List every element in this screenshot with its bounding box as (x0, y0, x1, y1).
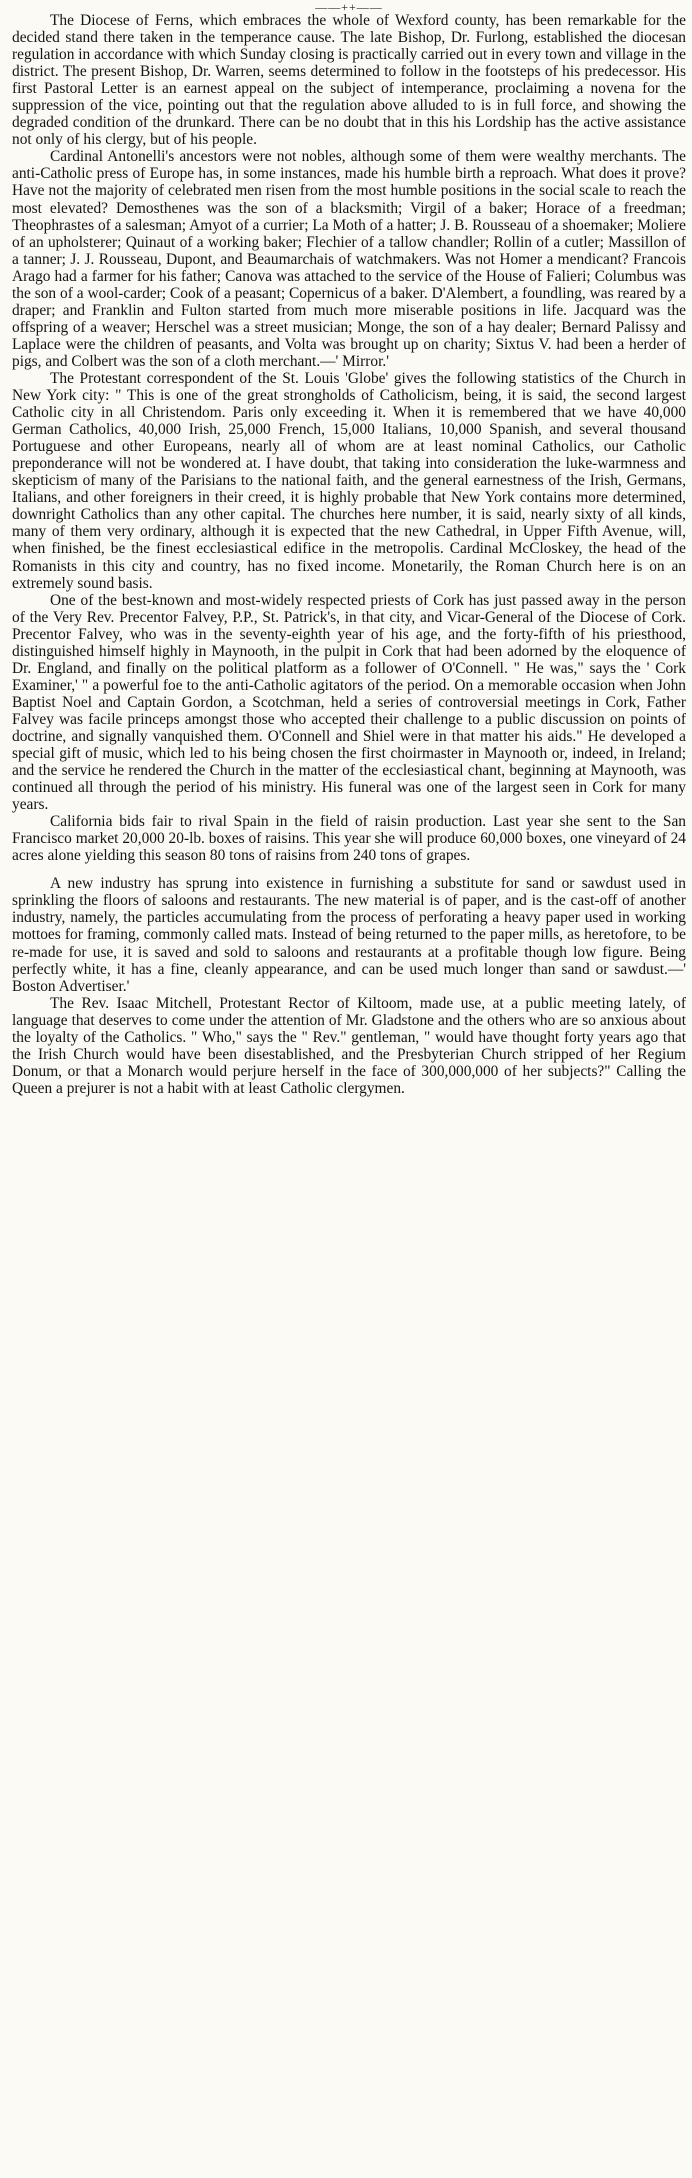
section-divider: ——++—— (315, 0, 383, 14)
article-ferns: The Diocese of Ferns, which embraces the whole of Wexford county, has been remarkable for the decided stand there taken in the temperance cause. The late Bishop, Dr. Furlong, established the diocesan regulation in accordance with which Sunday closing is practically carried out in every town and village in the district. The present Bishop, Dr. Warren, seems determined to follow in the footsteps of his predecessor. His first Pastoral Letter is an earnest appeal on the subject of intemperance, proclaiming a novena for the suppression of the vice, pointing out that the regulation above alluded to is in full force, and showing the degraded condition of the drunkard. There can be no doubt that in this his Lordship has the active assistance not only of his clergy, but of his people. (12, 12, 686, 149)
article-new-york: The Protestant correspondent of the St. Louis 'Globe' gives the following statistics of the Church in New York city: " This is one of the great strongholds of Catholicism, being, it is said, the second largest Catholic city in all Christendom. Paris only exceeding it. When it is remembered that we have 40,000 German Catholics, 40,000 Irish, 25,000 French, 15,000 Italians, 10,000 Spanish, and several thousand Portuguese and other Europeans, nearly all of whom are at least nominal Catholics, our Catholic preponderance will not be wondered at. I have doubt, that taking into consideration the luke-warmness and skepticism of many of the Parisians to the national faith, and the general earnestness of the Irish, Germans, Italians, and other foreigners in their creed, it is highly probable that New York contains more determined, downright Catholics than any other capital. The churches here number, it is said, nearly sixty of all kinds, many of them very ordinary, although it is expected that the new Cathedral, in Upper Fifth Avenue, will, when finished, be the finest ecclesiastical edifice in the metropolis. Cardinal McCloskey, the head of the Romanists in this city and country, has no fixed income. Monetarily, the Roman Church here is on an extremely sound basis. (12, 369, 686, 592)
article-paper-sawdust: A new industry has sprung into existence in furnishing a substitute for sand or sawdust used in sprinkling the floors of saloons and restaurants. The new material is of paper, and is the cast-off of another industry, namely, the particles accumulating from the process of perforating a heavy paper used in working mottoes for framing, commonly called mats. Instead of being returned to the paper mills, as heretofore, to be re-made for use, it is saved and sold to saloons and restaurants at a profitable though low figure. Being perfectly white, it has a fine, cleanly appearance, and can be used much longer than sand or sawdust.—' Boston Advertiser.' (12, 875, 686, 995)
article-antonelli: Cardinal Antonelli's ancestors were not nobles, although some of them were wealthy merchants. The anti-Catholic press of Europe has, in some instances, made his humble birth a reproach. What does it prove? Have not the majority of celebrated men risen from the most humble positions in the social scale to reach the most elevated? Demosthenes was the son of a blacksmith; Virgil of a baker; Horace of a freedman; Theophrastes of a salesman; Amyot of a currier; La Moth of a hatter; J. B. Rousseau of a shoemaker; Moliere of an upholsterer; Quinaut of a working baker; Flechier of a tallow chandler; Rollin of a cutler; Massillon of a tanner; J. J. Rousseau, Dupont, and Beaumarchais of watchmakers. Was not Homer a mendicant? Francois Arago had a farmer for his father; Canova was attached to the service of the House of Falieri; Columbus was the son of a wool-carder; Cook of a peasant; Copernicus of a baker. D'Alembert, a foundling, was reared by a draper; and Franklin and Fulton started from much more miserable positions in life. Jacquard was the offspring of a weaver; Herschel was a street musician; Monge, the son of a hay dealer; Bernard Palissy and Laplace were the children of peasants, and Volta was brought up on charity; Sixtus V. had been a herder of pigs, and Colbert was the son of a cloth merchant.—' Mirror.' (12, 148, 686, 370)
article-california: California bids fair to rival Spain in the field of raisin production. Last year she sent to the San Francisco market 20,000 20-lb. boxes of raisins. This year she will produce 60,000 boxes, one vineyard of 24 acres alone yielding this season 80 tons of raisins from 240 tons of grapes. (12, 813, 686, 865)
article-falvey: One of the best-known and most-widely respected priests of Cork has just passed away in the person of the Very Rev. Precentor Falvey, P.P., St. Patrick's, in that city, and Vicar-General of the Diocese of Cork. Precentor Falvey, who was in the seventy-eighth year of his age, and the forty-fifth of his priesthood, distinguished himself highly in Maynooth, in the pulpit in Cork that had been adorned by the eloquence of Dr. England, and finally on the political platform as a follower of O'Connell. " He was," says the ' Cork Examiner,' " a powerful foe to the anti-Catholic agitators of the period. On a memorable occasion when John Baptist Noel and Captain Gordon, a Scotchman, held a series of controversial meetings in Cork, Father Falvey was facile princeps amongst those who accepted their challenge to a public discussion on points of doctrine, and signally vanquished them. O'Connell and Shiel were in that matter his aids." He developed a special gift of music, which led to his being chosen the first choirmaster in Maynooth or, indeed, in Ireland; and the service he rendered the Church in the matter of the ecclesiastical chant, beginning at Maynooth, was continued all through the period of his ministry. His funeral was one of the largest seen in Cork for many years. (12, 591, 686, 814)
article-mitchell: The Rev. Isaac Mitchell, Protestant Rector of Kiltoom, made use, at a public meeting lately, of language that deserves to come under the attention of Mr. Gladstone and the others who are so anxious about the loyalty of the Catholics. " Who," says the " Rev." gentleman, " would have thought forty years ago that the Irish Church would have been disestablished, and the Presbyterian Church stripped of her Regium Donum, or that a Monarch would perjure herself in the face of 300,000,000 of her subjects?" Calling the Queen a prejurer is not a habit with at least Catholic clergymen. (12, 994, 686, 1097)
